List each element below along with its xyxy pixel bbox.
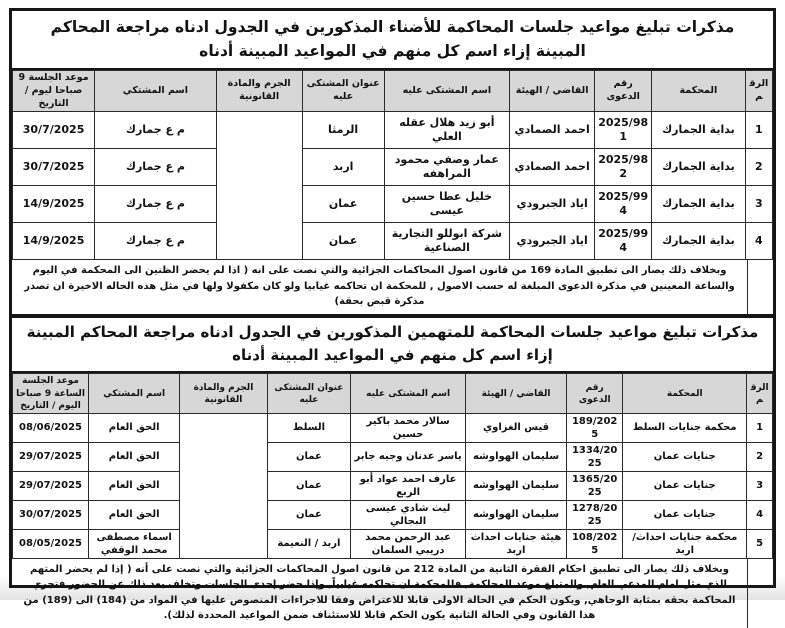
col-defendant-address: عنوان المشتكى عليه: [267, 374, 351, 413]
cell-court: جنايات عمان: [623, 442, 747, 471]
col-complainant: اسم المشتكي: [95, 71, 217, 112]
notice2-title: مذكرات تبليغ مواعيد جلسات المحاكمة للمتهمين المذكورين في الجدول ادناه مراجعة المحاكم المبينة إزاء اسم كل منهم في المواعيد المبينة أدناه: [12, 316, 773, 374]
cell-address: الرمثا: [302, 112, 384, 149]
table-row: [13, 223, 773, 260]
legal-notice-1: [12, 260, 773, 316]
notice-frame: [9, 8, 776, 622]
cell-complainant: الحق العام: [89, 413, 180, 442]
table-row: [13, 500, 773, 529]
cell-num: 2: [745, 149, 772, 186]
col-defendant-address: عنوان المشتكى عليه: [302, 71, 384, 112]
table2-header: [13, 374, 773, 413]
col-crime-article: الجرم والمادة القانونية: [216, 71, 302, 112]
cell-complainant: م ع جمارك: [95, 149, 217, 186]
cell-judge: قيس الغزاوي: [465, 413, 566, 442]
cell-defendant: ليث شادي عيسى البجالي: [351, 500, 466, 529]
table1-body: [13, 112, 773, 260]
cell-address: اربد / النعيمة: [267, 529, 351, 558]
table-row: [13, 529, 773, 558]
cell-defendant: شركة ابوللو التجارية الصناعية: [384, 223, 509, 260]
cell-judge: هيئة جنايات احداث اربد: [465, 529, 566, 558]
cell-case-no: 2025/994: [595, 223, 652, 260]
cell-crime: [216, 112, 302, 260]
col-complainant: اسم المشتكي: [89, 374, 180, 413]
cell-complainant: الحق العام: [89, 500, 180, 529]
cell-address: عمان: [267, 471, 351, 500]
cell-complainant: اسماء مصطفى محمد الوقفي: [89, 529, 180, 558]
hearings-table-2: [12, 373, 773, 558]
cell-defendant: سالار محمد باكير حسين: [351, 413, 466, 442]
cell-case-no: 1278/2025: [567, 500, 623, 529]
table2-body: [13, 413, 773, 558]
table-row: [13, 186, 773, 223]
cell-case-no: 1365/2025: [567, 471, 623, 500]
col-judge: القاضي / الهيئة: [510, 71, 595, 112]
col-judge: القاضي / الهيئة: [465, 374, 566, 413]
notice2-side-cell: [747, 559, 773, 628]
hearings-table-1: [12, 70, 773, 260]
cell-date: 08/05/2025: [13, 529, 89, 558]
cell-court: محكمة جنايات السلط: [623, 413, 747, 442]
col-court: المحكمة: [623, 374, 747, 413]
cell-date: 08/06/2025: [13, 413, 89, 442]
notice1-title: مذكرات تبليغ مواعيد جلسات المحاكمة للأضناء المذكورين في الجدول ادناه مراجعة المحاكم المبينة إزاء اسم كل منهم في المواعيد المبينة أدناه: [12, 11, 773, 70]
cell-court: جنايات عمان: [623, 471, 747, 500]
cell-judge: سليمان الهواوشه: [465, 442, 566, 471]
table-row: [13, 149, 773, 186]
cell-address: عمان: [267, 500, 351, 529]
cell-address: عمان: [302, 223, 384, 260]
cell-court: بداية الجمارك: [652, 149, 745, 186]
notice1-text: وبخلاف ذلك يصار الى تطبيق المادة 169 من قانون اصول المحاكمات الجزائية والتي نصت على انه ( اذا لم يحضر الظنين الى المحكمة في اليوم والساعة المعينين في مذكرة الدعوى المبلغة له حسب الاصول , للمحكمة ان تحاكمه غيابيا ولو كان مكفولا ولها في مثل هذه الحاله الاخيرة ان تصدر مذكرة قبض بحقة): [24, 265, 735, 308]
cell-complainant: الحق العام: [89, 442, 180, 471]
cell-num: 4: [745, 223, 772, 260]
cell-case-no: 1334/2025: [567, 442, 623, 471]
cell-court: بداية الجمارك: [652, 223, 745, 260]
cell-case-no: 189/2025: [567, 413, 623, 442]
cell-address: اربد: [302, 149, 384, 186]
cell-case-no: 2025/982: [595, 149, 652, 186]
table-row: [13, 471, 773, 500]
table-row: [13, 442, 773, 471]
cell-date: 30/07/2025: [13, 500, 89, 529]
cell-complainant: الحق العام: [89, 471, 180, 500]
table2-header-row: [13, 374, 773, 413]
cell-court: جنايات عمان: [623, 500, 747, 529]
cell-date: 29/07/2025: [13, 471, 89, 500]
col-number: الرقم: [745, 71, 772, 112]
legal-notice-2: [12, 559, 773, 628]
cell-court: محكمة جنايات احداث/ اربد: [623, 529, 747, 558]
cell-judge: سليمان الهواوشه: [465, 471, 566, 500]
cell-judge: اياد الجبرودي: [510, 186, 595, 223]
col-crime-article: الجرم والمادة القانونية: [180, 374, 267, 413]
cell-judge: اياد الجبرودي: [510, 223, 595, 260]
cell-date: 14/9/2025: [13, 223, 95, 260]
col-case-number: رقم الدعوى: [567, 374, 623, 413]
cell-defendant: عارف احمد عواد أبو الربع: [351, 471, 466, 500]
cell-case-no: 108/2025: [567, 529, 623, 558]
col-defendant-name: اسم المشتكى عليه: [351, 374, 466, 413]
cell-case-no: 2025/981: [595, 112, 652, 149]
table1-header: [13, 71, 773, 112]
col-court: المحكمة: [652, 71, 745, 112]
notice1-side-cell: [747, 260, 773, 314]
cell-num: 2: [747, 442, 773, 471]
cell-address: السلط: [267, 413, 351, 442]
cell-address: عمان: [267, 442, 351, 471]
cell-case-no: 2025/994: [595, 186, 652, 223]
cell-complainant: م ع جمارك: [95, 223, 217, 260]
cell-date: 30/7/2025: [13, 149, 95, 186]
cell-num: 4: [747, 500, 773, 529]
cell-date: 30/7/2025: [13, 112, 95, 149]
table1-header-row: [13, 71, 773, 112]
table-row: [13, 413, 773, 442]
cell-date: 29/07/2025: [13, 442, 89, 471]
col-session-date: موعد الجلسة 9 صباحا ليوم / التاريخ: [13, 71, 95, 112]
cell-complainant: م ع جمارك: [95, 186, 217, 223]
cell-crime: [180, 413, 267, 558]
notice2-text: وبخلاف ذلك يصار الى تطبيق احكام الفقرة الثانية من المادة 212 من قانون اصول المحاكمات الجزائية والتي نصت على أنه ( إذا لم يحضر المتهم الذي مثل امام المدعي العام, والمتبلغ موعد المحاكمة, فللمحكمة ان تحاكمه غيابياً, وإذا حضر إحدى الجلسات وتخلف بعد ذلك عن الحضور فتجري المحاكمة بحقه بمثابة الوجاهي, ويكون الحكم في الحالة الاولى قابلا للاعتراض وفقا للاجراءات المنصوص عليها في المواد من (184) الى (189) من هذا القانون وفي الحالة الثانية يكون الحكم قابلا للاستئناف ضمن المواعيد المحددة لذلك).: [23, 563, 736, 622]
cell-num: 1: [745, 112, 772, 149]
cell-judge: احمد الصمادي: [510, 112, 595, 149]
cell-date: 14/9/2025: [13, 186, 95, 223]
col-number: الرقم: [747, 374, 773, 413]
cell-num: 5: [747, 529, 773, 558]
col-defendant-name: اسم المشتكى عليه: [384, 71, 509, 112]
col-case-number: رقم الدعوى: [595, 71, 652, 112]
table-row: [13, 112, 773, 149]
cell-defendant: خليل عطا حسين عيسى: [384, 186, 509, 223]
cell-defendant: ياسر عدنان وجيه جابر: [351, 442, 466, 471]
cell-num: 3: [745, 186, 772, 223]
cell-defendant: عمار وصفي محمود المراهفه: [384, 149, 509, 186]
cell-num: 1: [747, 413, 773, 442]
cell-defendant: عبد الرحمن محمد دريبي السلمان: [351, 529, 466, 558]
cell-complainant: م ع جمارك: [95, 112, 217, 149]
cell-court: بداية الجمارك: [652, 186, 745, 223]
cell-judge: احمد الصمادي: [510, 149, 595, 186]
cell-address: عمان: [302, 186, 384, 223]
cell-court: بداية الجمارك: [652, 112, 745, 149]
cell-judge: سليمان الهواوشه: [465, 500, 566, 529]
cell-num: 3: [747, 471, 773, 500]
cell-defendant: أبو زيد هلال عقله العلي: [384, 112, 509, 149]
col-session-date: موعد الجلسة الساعة 9 صباحا اليوم / التاريخ: [13, 374, 89, 413]
